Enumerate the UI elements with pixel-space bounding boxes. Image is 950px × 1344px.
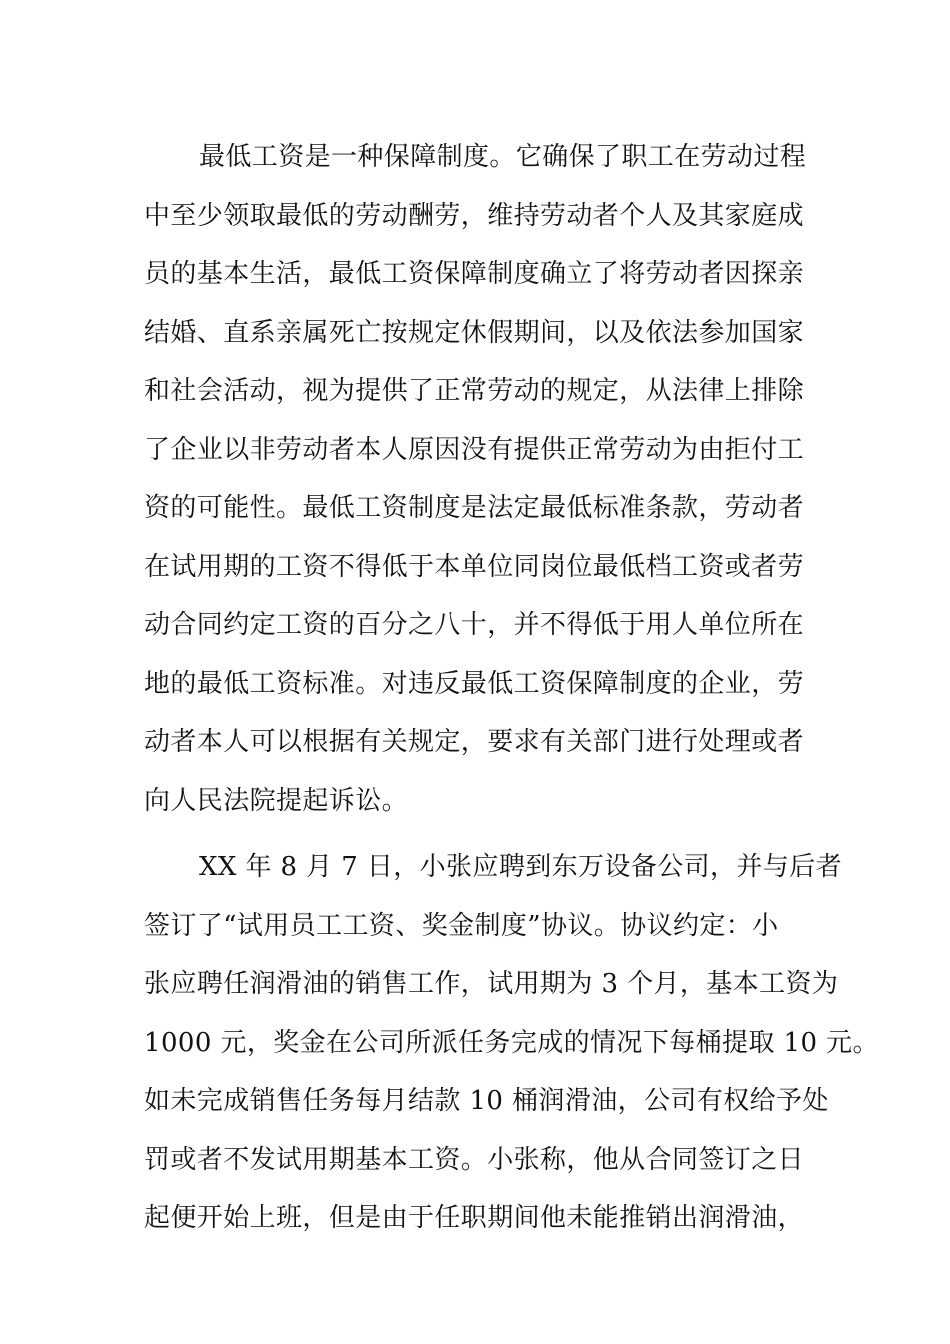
paragraph-line: 最低工资是一种保障制度。它确保了职工在劳动过程	[199, 142, 807, 172]
paragraph-line: 资的可能性。最低工资制度是法定最低标准条款，劳动者	[144, 493, 805, 523]
document-body	[144, 128, 879, 1248]
paragraph-line: 张应聘任润滑油的销售工作，试用期为 3 个月，基本工资为	[144, 969, 839, 999]
paragraph-line: 签订了“试用员工工资、奖金制度”协议。协议约定：小	[144, 910, 779, 941]
paragraph-line: 如未完成销售任务每月结款 10 桶润滑油，公司有权给予处	[144, 1086, 829, 1116]
paragraph-line: 向人民法院提起诉讼。	[144, 785, 409, 816]
paragraph-line: 起便开始上班，但是由于任职期间他未能推销出润滑油，	[144, 1203, 805, 1233]
paragraph-line: 地的最低工资标准。对违反最低工资保障制度的企业，劳	[144, 668, 805, 699]
paragraph-line: 1000 元，奖金在公司所派任务完成的情况下每桶提取 10 元。	[144, 1027, 879, 1058]
paragraph-minimum-wage	[144, 128, 834, 830]
paragraph-line: 动合同约定工资的百分之八十，并不得低于用人单位所在	[144, 610, 805, 640]
paragraph-line: 动者本人可以根据有关规定，要求有关部门进行处理或者	[144, 727, 805, 757]
paragraph-line: 和社会活动，视为提供了正常劳动的规定，从法律上排除	[144, 376, 805, 406]
paragraph-line: 罚或者不发试用期基本工资。小张称，他从合同签订之日	[144, 1144, 805, 1175]
paragraph-line: 中至少领取最低的劳动酬劳，维持劳动者个人及其家庭成	[144, 200, 805, 231]
paragraph-case-xiaozhang	[144, 838, 879, 1248]
paragraph-line: 结婚、直系亲属死亡按规定休假期间，以及依法参加国家	[144, 317, 805, 348]
paragraph-spacer	[144, 830, 834, 838]
paragraph-line: 了企业以非劳动者本人原因没有提供正常劳动为由拒付工	[144, 434, 805, 465]
paragraph-line: 员的基本生活，最低工资保障制度确立了将劳动者因探亲	[144, 259, 805, 289]
paragraph-line: XX 年 8 月 7 日，小张应聘到东万设备公司，并与后者	[199, 852, 843, 882]
paragraph-line: 在试用期的工资不得低于本单位同岗位最低档工资或者劳	[144, 551, 805, 582]
